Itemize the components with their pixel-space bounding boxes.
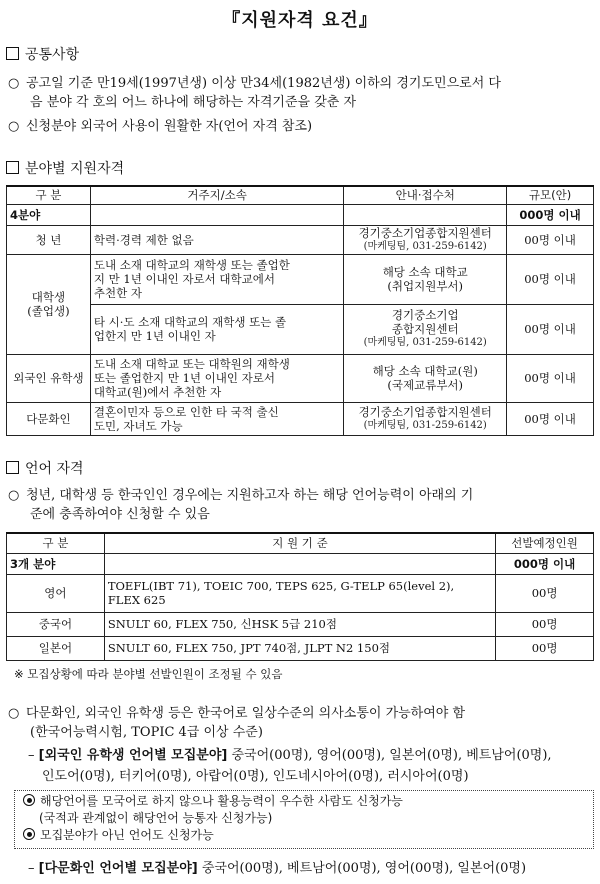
circle-bullet-icon: ○ xyxy=(8,706,20,721)
table-row: 일본어 SNULT 60, FLEX 750, JPT 740점, JLPT N2 150점 00명 xyxy=(7,636,594,660)
square-bullet-icon xyxy=(6,461,19,474)
bullseye-icon xyxy=(23,794,35,806)
notice-box: 해당언어를 모국어로 하지 않으나 활용능력이 우수한 사람도 신청가능 (국적과 관계없이 해당언어 능통자 신청가능) 모집분야가 아닌 언어도 신청가능 xyxy=(14,790,594,849)
section-field-heading: 분야별 지원자격 xyxy=(6,158,124,178)
square-bullet-icon xyxy=(6,161,19,174)
col-header: 거주지/소속 xyxy=(90,186,344,204)
recruitment-note: ※ 모집상황에 따라 분야별 선발인원이 조정될 수 있음 xyxy=(14,667,283,681)
language-intro: ○ 청년, 대학생 등 한국인인 경우에는 지원하고자 하는 해당 언어능력이 아래의 기 xyxy=(8,488,474,503)
circle-bullet-icon: ○ xyxy=(8,488,20,503)
circle-bullet-icon: ○ xyxy=(8,76,20,91)
foreign-language-fields-cont: 인도어(0명), 터키어(0명), 아랍어(0명), 인도네시아어(0명), 러시아어(0명) xyxy=(42,769,469,784)
table-row: 대학생 (졸업생) 도내 소재 대학교의 재학생 또는 졸업한 지 만 1년 이내인 자로서 대학교에서 추천한 자 해당 소속 대학교 (취업지원부서) 00명 이내 xyxy=(7,254,594,304)
table-row: 중국어 SNULT 60, FLEX 750, 신HSK 5급 210점 00명 xyxy=(7,612,594,636)
section-common-heading: 공통사항 xyxy=(6,44,79,64)
square-bullet-icon xyxy=(6,47,19,60)
col-header: 안내·접수처 xyxy=(344,186,507,204)
col-header: 선발예정인원 xyxy=(496,533,594,553)
col-header: 구 분 xyxy=(7,186,91,204)
korean-requirement: ○ 다문화인, 외국인 유학생 등은 한국어로 일상수준의 의사소통이 가능하여야 함 xyxy=(8,706,466,721)
circle-bullet-icon: ○ xyxy=(8,119,20,134)
korean-requirement-cont: (한국어능력시험, TOPIC 4급 이상 수준) xyxy=(30,725,263,740)
table-row: 청 년 학력·경력 제한 없음 경기중소기업종합지원센터 (마케팅팀, 031-259-6142) 00명 이내 xyxy=(7,225,594,254)
table-row: 다문화인 결혼이민자 등으로 인한 타 국적 출신 도민, 자녀도 가능 경기중소기업종합지원센터 (마케팅팀, 031-259-6142) 00명 이내 xyxy=(7,402,594,435)
table-row: 외국인 유학생 도내 소재 대학교 또는 대학원의 재학생 또는 졸업한지 만 1년 이내인 자로서 대학교(원)에서 추천한 자 해당 소속 대학교(원) (국제교류부서) 00명 이내 xyxy=(7,354,594,402)
common-item-2: ○ 신청분야 외국어 사용이 원활한 자(언어 자격 참조) xyxy=(8,119,313,134)
language-intro-cont: 준에 충족하여야 신청할 수 있음 xyxy=(30,507,210,522)
col-header: 규모(안) xyxy=(507,186,594,204)
bullseye-icon xyxy=(23,828,35,840)
common-item-1-cont: 음 분야 각 호의 어느 하나에 해당하는 자격기준을 갖춘 자 xyxy=(30,95,357,110)
section-language-heading: 언어 자격 xyxy=(6,458,84,478)
common-item-1: ○ 공고일 기준 만19세(1997년생) 이상 만34세(1982년생) 이하의 경기도민으로서 다 xyxy=(8,76,501,91)
foreign-language-fields: – [외국인 유학생 언어별 모집분야] 중국어(00명), 영어(00명), 일본어(0명), 베트남어(0명), xyxy=(28,748,552,763)
col-header: 지 원 기 준 xyxy=(104,533,495,553)
language-criteria-table xyxy=(6,532,594,661)
table-row: 타 시·도 소재 대학교의 재학생 또는 졸 업한지 만 1년 이내인 자 경기중소기업 종합지원센터 (마케팅팀, 031-259-6142) 00명 이내 xyxy=(7,304,594,354)
col-header: 구 분 xyxy=(7,533,105,553)
page-title: 『지원자격 요건』 xyxy=(222,10,378,31)
table-row: 4분야 000명 이내 xyxy=(7,204,594,225)
multicultural-language-fields: – [다문화인 언어별 모집분야] 중국어(00명), 베트남어(00명), 영어(00명), 일본어(0명) xyxy=(28,861,527,876)
field-eligibility-table xyxy=(6,185,594,436)
table-row: 3개 분야 000명 이내 xyxy=(7,553,594,574)
table-row: 영어 TOEFL(IBT 71), TOEIC 700, TEPS 625, G-TELP 65(level 2), FLEX 625 00명 xyxy=(7,574,594,612)
